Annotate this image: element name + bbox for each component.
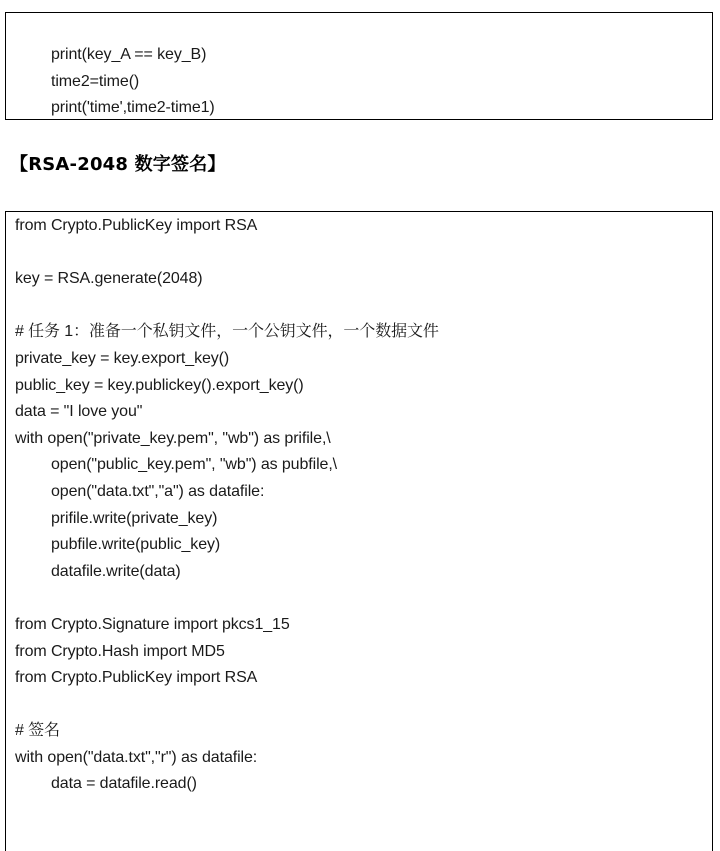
code-line: key = RSA.generate(2048): [15, 270, 203, 288]
code-line: from Crypto.PublicKey import RSA: [15, 669, 258, 687]
code-line: with open("data.txt","r") as datafile:: [15, 748, 258, 766]
code-line: prifile.write(private_key): [51, 509, 218, 527]
code-line: print(key_A == key_B): [51, 46, 207, 63]
code-line: open("data.txt","a") as datafile:: [51, 482, 265, 500]
code-lines: [6, 213, 712, 798]
code-comment: # 签名: [15, 722, 60, 740]
code-line: print('time',time2-time1): [51, 99, 215, 117]
code-comment: # 任务 1：准备一个私钥文件，一个公钥文件，一个数据文件: [15, 323, 439, 341]
code-line: from Crypto.Hash import MD5: [15, 642, 225, 660]
code-line: [6, 293, 712, 320]
code-line: datafile.write(data): [51, 562, 181, 580]
code-block-main: [5, 211, 713, 851]
code-line: data = "I love you": [15, 403, 143, 421]
code-line: from Crypto.PublicKey import RSA: [15, 217, 258, 234]
code-lines: [6, 42, 712, 122]
code-line: time2=time(): [51, 72, 140, 90]
code-line: [6, 240, 712, 267]
code-line: from Crypto.Signature import pkcs1_15: [15, 615, 290, 633]
code-line: with open("private_key.pem", "wb") as prifile,\: [15, 429, 331, 447]
code-line: [6, 692, 712, 719]
code-line: open("public_key.pem", "wb") as pubfile,\: [51, 456, 338, 474]
code-line: pubfile.write(public_key): [51, 536, 221, 554]
code-line: private_key = key.export_key(): [15, 349, 230, 367]
code-block-top: [5, 12, 713, 120]
code-line: public_key = key.publickey().export_key(): [15, 376, 304, 394]
section-heading: 【RSA-2048 数字签名】: [10, 154, 226, 175]
code-line: [6, 585, 712, 612]
code-line: data = datafile.read(): [51, 775, 197, 793]
